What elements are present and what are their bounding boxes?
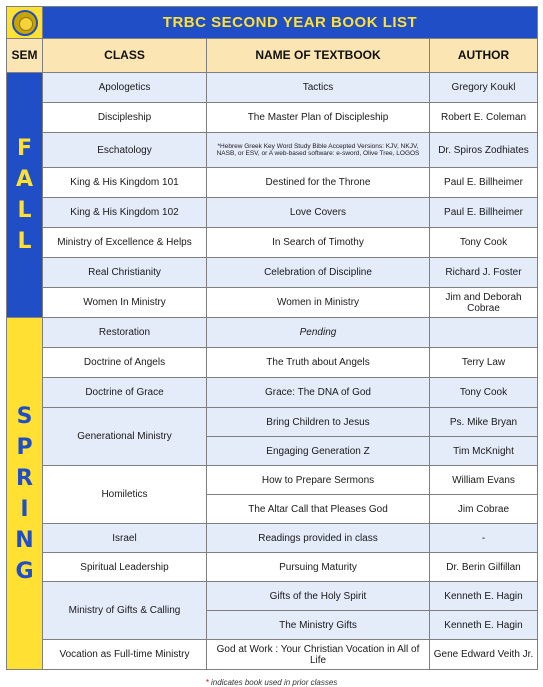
header-class: CLASS	[43, 39, 207, 73]
author-name: Gregory Koukl	[430, 73, 538, 103]
textbook-name: The Truth about Angels	[207, 348, 430, 378]
textbook-name: Love Covers	[207, 198, 430, 228]
footnote	[6, 678, 537, 687]
textbook-name: Pursuing Maturity	[207, 553, 430, 582]
textbook-name: Readings provided in class	[207, 524, 430, 553]
author-name: Tony Cook	[430, 228, 538, 258]
class-name: Real Christianity	[43, 258, 207, 288]
class-name: Apologetics	[43, 73, 207, 103]
footnote-star: *	[205, 678, 209, 687]
semester-spring	[7, 318, 43, 670]
author-name: Kenneth E. Hagin	[430, 611, 538, 640]
semester-letter: F	[16, 136, 33, 161]
author-name: -	[430, 524, 538, 553]
semester-fall	[7, 73, 43, 318]
textbook-name: Pending	[207, 318, 430, 348]
semester-letter: G	[15, 558, 34, 584]
table-row	[7, 640, 538, 670]
title-row	[7, 7, 538, 39]
author-name: Jim Cobrae	[430, 495, 538, 524]
church-seal-logo-icon	[12, 10, 38, 36]
textbook-name: Gifts of the Holy Spirit	[207, 582, 430, 611]
author-name: Paul E. Billheimer	[430, 168, 538, 198]
class-name: Generational Ministry	[43, 408, 207, 466]
author-name: Gene Edward Veith Jr.	[430, 640, 538, 670]
author-name: Dr. Spiros Zodhiates	[430, 133, 538, 168]
textbook-name: Engaging Generation Z	[207, 437, 430, 466]
textbook-name: Women in Ministry	[207, 288, 430, 318]
class-name: Doctrine of Angels	[43, 348, 207, 378]
textbook-name: The Ministry Gifts	[207, 611, 430, 640]
table-row	[7, 524, 538, 553]
table-row	[7, 73, 538, 103]
header-sem: SEM	[7, 39, 43, 73]
header-author: AUTHOR	[430, 39, 538, 73]
table-row	[7, 582, 538, 611]
textbook-name: The Master Plan of Discipleship	[207, 103, 430, 133]
table-row	[7, 348, 538, 378]
page-title: TRBC SECOND YEAR BOOK LIST	[43, 7, 538, 39]
semester-fall-label	[9, 133, 40, 257]
textbook-name: In Search of Timothy	[207, 228, 430, 258]
table-row	[7, 466, 538, 495]
textbook-name: Tactics	[207, 73, 430, 103]
author-name: Robert E. Coleman	[430, 103, 538, 133]
table-row	[7, 408, 538, 437]
semester-spring-label	[9, 401, 40, 587]
author-name: Paul E. Billheimer	[430, 198, 538, 228]
table-row	[7, 198, 538, 228]
class-name: Ministry of Excellence & Helps	[43, 228, 207, 258]
textbook-name: God at Work : Your Christian Vocation in All of Life	[207, 640, 430, 670]
class-name: Homiletics	[43, 466, 207, 524]
textbook-name: Celebration of Discipline	[207, 258, 430, 288]
textbook-name: Bring Children to Jesus	[207, 408, 430, 437]
semester-letter: L	[17, 229, 32, 254]
author-name: Jim and Deborah Cobrae	[430, 288, 538, 318]
class-name: Eschatology	[43, 133, 207, 168]
textbook-name: Grace: The DNA of God	[207, 378, 430, 408]
author-name: Tony Cook	[430, 378, 538, 408]
author-name	[430, 318, 538, 348]
book-list-sheet	[6, 6, 537, 687]
class-name: King & His Kingdom 102	[43, 198, 207, 228]
author-name: Kenneth E. Hagin	[430, 582, 538, 611]
table-row	[7, 168, 538, 198]
table-row	[7, 258, 538, 288]
author-name: Tim McKnight	[430, 437, 538, 466]
semester-letter: A	[15, 167, 34, 192]
table-row	[7, 553, 538, 582]
class-name: Vocation as Full-time Ministry	[43, 640, 207, 670]
class-name: Spiritual Leadership	[43, 553, 207, 582]
book-list-table	[6, 6, 538, 670]
textbook-name: The Altar Call that Pleases God	[207, 495, 430, 524]
semester-letter: L	[17, 198, 32, 223]
table-row	[7, 103, 538, 133]
author-name: Dr. Berin Gilfillan	[430, 553, 538, 582]
table-row	[7, 318, 538, 348]
header-row	[7, 39, 538, 73]
footnote-text: indicates book used in prior classes	[208, 678, 338, 687]
table-row	[7, 133, 538, 168]
header-textbook: NAME OF TEXTBOOK	[207, 39, 430, 73]
semester-letter: N	[15, 527, 34, 553]
author-name: Richard J. Foster	[430, 258, 538, 288]
class-name: King & His Kingdom 101	[43, 168, 207, 198]
class-name: Restoration	[43, 318, 207, 348]
author-name: Terry Law	[430, 348, 538, 378]
class-name: Women In Ministry	[43, 288, 207, 318]
author-name: William Evans	[430, 466, 538, 495]
semester-letter: I	[20, 496, 29, 522]
textbook-name: Destined for the Throne	[207, 168, 430, 198]
table-row	[7, 378, 538, 408]
semester-letter: P	[16, 434, 33, 460]
textbook-name: *Hebrew Greek Key Word Study Bible Accepted Versions: KJV, NKJV, NASB, or ESV, or A web-based software: e-sword, Olive Tree, LOGOS	[207, 133, 430, 168]
semester-letter: S	[16, 403, 33, 429]
table-row	[7, 288, 538, 318]
table-row	[7, 228, 538, 258]
textbook-name: How to Prepare Sermons	[207, 466, 430, 495]
class-name: Doctrine of Grace	[43, 378, 207, 408]
logo-cell	[7, 7, 43, 39]
author-name: Ps. Mike Bryan	[430, 408, 538, 437]
semester-letter: R	[16, 465, 33, 491]
class-name: Discipleship	[43, 103, 207, 133]
class-name: Israel	[43, 524, 207, 553]
class-name: Ministry of Gifts & Calling	[43, 582, 207, 640]
